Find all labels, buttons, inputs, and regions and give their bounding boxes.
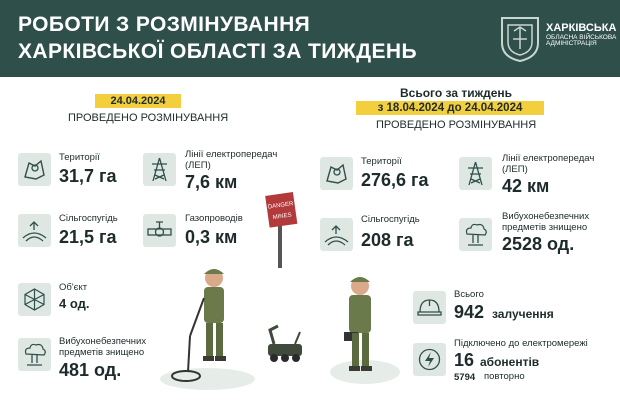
- brand-line-1: ХАРКІВСЬКА: [546, 22, 617, 34]
- week-farmland-label: Сільгоспугідь: [361, 214, 420, 225]
- day-explosives-value: 481 од.: [59, 360, 122, 380]
- page-title-line-1: РОБОТИ З РОЗМІНУВАННЯ: [18, 13, 311, 36]
- danger-mines-sign: [265, 192, 297, 268]
- soldier-with-detector: [172, 269, 226, 381]
- sign-text-danger: DANGER: [267, 201, 294, 211]
- object-icon: [18, 283, 51, 316]
- day-gaspipe-value: 0,3 км: [185, 227, 238, 247]
- day-territory-icon-box: [18, 153, 51, 186]
- day-territory-value: 31,7 га: [59, 166, 117, 186]
- territory-map-icon: [18, 153, 51, 186]
- day-powerline-value: 7,6 км: [185, 172, 238, 192]
- week-explosives-label: Вибухонебезпечних предметів знищено: [502, 211, 590, 233]
- day-powerline-label: Лінії електропередач (ЛЕП): [185, 149, 278, 171]
- week-personnel-value: 942: [454, 302, 485, 322]
- week-electricity-extra-value: 5794: [454, 372, 476, 383]
- day-object-label: Об'єкт: [59, 282, 88, 293]
- explosion-icon: [18, 338, 51, 371]
- week-electricity-unit: абонентів: [480, 355, 540, 369]
- week-powerline-value: 42 км: [502, 176, 550, 196]
- day-explosives-label: Вибухонебезпечних предметів знищено: [59, 336, 147, 358]
- day-date-badge: 24.04.2024: [95, 94, 181, 108]
- day-powerline-icon-box: [143, 153, 176, 186]
- day-object-icon-box: [18, 283, 51, 316]
- header-banner: [0, 0, 620, 77]
- day-object-value: 4 од.: [59, 296, 90, 311]
- week-explosives-icon-box: [459, 218, 492, 251]
- week-territory-label: Території: [361, 156, 402, 167]
- day-farmland-value: 21,5 га: [59, 227, 117, 247]
- week-electricity-value: 16: [454, 350, 475, 370]
- day-farmland-icon-box: [18, 214, 51, 247]
- farmland-icon: [18, 214, 51, 247]
- demining-robot: [268, 326, 302, 362]
- deminers-illustration: [170, 186, 410, 406]
- power-line-icon: [459, 157, 492, 190]
- week-personnel-label: Всього: [454, 289, 484, 300]
- week-powerline-label: Лінії електропередач (ЛЕП): [502, 153, 595, 175]
- week-title: Всього за тиждень: [400, 86, 513, 100]
- week-farmland-value: 208 га: [361, 230, 414, 250]
- week-electricity-extra-label: повторно: [484, 371, 525, 382]
- week-powerline-icon-box: [459, 157, 492, 190]
- sign-text-mines: MINES: [272, 212, 293, 222]
- lightning-icon: [413, 343, 446, 376]
- week-personnel-icon-box: [413, 291, 446, 324]
- brand-line-3: АДМІНІСТРАЦІЯ: [546, 40, 597, 48]
- power-line-icon: [143, 153, 176, 186]
- week-explosives-value: 2528 од.: [502, 234, 575, 254]
- week-territory-value: 276,6 га: [361, 170, 429, 190]
- week-electricity-label: Підключено до електромережі: [454, 338, 588, 349]
- week-range-badge: з 18.04.2024 до 24.04.2024: [356, 101, 544, 115]
- day-gaspipe-label: Газопроводів: [185, 213, 243, 224]
- day-explosives-icon-box: [18, 338, 51, 371]
- week-personnel-unit: залучення: [492, 307, 554, 321]
- explosion-icon: [459, 218, 492, 251]
- brand-line-2: ОБЛАСНА ВІЙСЬКОВА: [546, 33, 617, 41]
- coat-of-arms-icon: [499, 15, 541, 63]
- soldier-with-controller: [344, 277, 372, 371]
- helmet-icon: [413, 291, 446, 324]
- week-subtitle: ПРОВЕДЕНО РОЗМІНУВАННЯ: [376, 119, 537, 131]
- day-territory-label: Території: [59, 152, 100, 163]
- brand-name: [546, 23, 616, 48]
- day-subtitle: ПРОВЕДЕНО РОЗМІНУВАННЯ: [68, 112, 229, 124]
- week-electricity-icon-box: [413, 343, 446, 376]
- day-farmland-label: Сільгоспугідь: [59, 213, 118, 224]
- page-title-line-2: ХАРКІВСЬКОЇ ОБЛАСТІ ЗА ТИЖДЕНЬ: [18, 40, 417, 63]
